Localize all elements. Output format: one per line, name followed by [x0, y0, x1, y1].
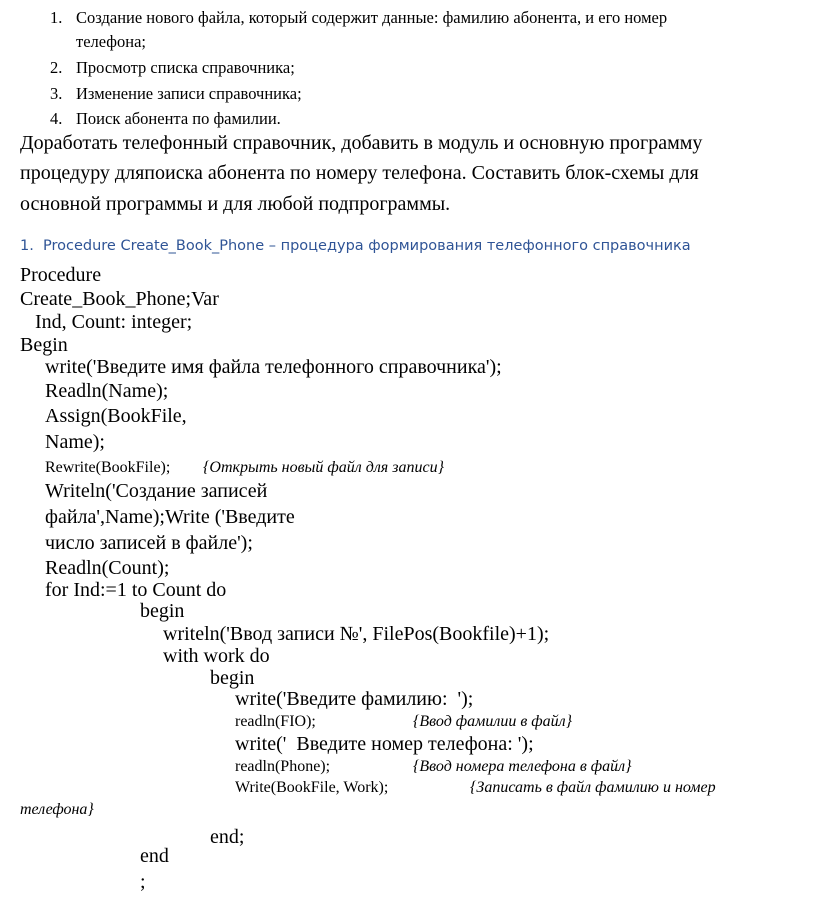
list-item-3-number: 3.	[50, 84, 63, 103]
code-line: with work do	[163, 645, 270, 667]
code-line: Writeln('Создание записей	[45, 480, 268, 502]
code-line: число записей в файле');	[45, 532, 253, 554]
list-item-2-number: 2.	[50, 58, 63, 77]
heading-text: Procedure Create_Book_Phone – процедура формирования телефонного справочника	[43, 238, 691, 254]
code-comment: {Ввод номера телефона в файл}	[413, 758, 632, 775]
paragraph-line-3: основной программы и для любой подпрограммы.	[20, 193, 451, 215]
code-line: begin	[140, 600, 185, 622]
code-line: write(' Введите номер телефона: ');	[235, 733, 534, 755]
code-comment: {Открыть новый файл для записи}	[203, 459, 444, 476]
code-line: Procedure	[20, 264, 102, 286]
code-line: write('Введите фамилию: ');	[235, 688, 474, 710]
code-line: readln(Phone);	[235, 758, 331, 775]
code-line: Readln(Name);	[45, 380, 169, 402]
code-line: ;	[140, 871, 146, 893]
code-line: end	[140, 845, 169, 867]
list-item-1-number: 1.	[50, 8, 63, 27]
code-line: Create_Book_Phone;Var	[20, 288, 219, 310]
code-line: Readln(Count);	[45, 557, 170, 579]
code-line: Ind, Count: integer;	[35, 311, 193, 333]
code-comment: {Записать в файл фамилию и номер	[470, 779, 716, 796]
code-line: Write(BookFile, Work);	[235, 779, 389, 796]
list-item-4-line-1: Поиск абонента по фамилии.	[76, 109, 281, 128]
code-line: for Ind:=1 to Count do	[45, 579, 227, 601]
list-item-1-line-2: телефона;	[76, 32, 146, 51]
list-item-2-line-1: Просмотр списка справочника;	[76, 58, 295, 77]
paragraph-line-2: процедуру дляпоиска абонента по номеру телефона. Составить блок-схемы для	[20, 162, 699, 184]
code-comment: {Ввод фамилии в файл}	[413, 713, 573, 730]
code-line: Name);	[45, 431, 105, 453]
code-line: Assign(BookFile,	[45, 405, 187, 427]
list-item-4-number: 4.	[50, 109, 63, 128]
code-line: Begin	[20, 334, 68, 356]
paragraph-line-1: Доработать телефонный справочник, добавить в модуль и основную программу	[20, 132, 703, 154]
code-line: write('Введите имя файла телефонного справочника');	[45, 356, 502, 378]
code-line: writeln('Ввод записи №', FilePos(Bookfile)+1);	[163, 623, 550, 645]
code-line: Rewrite(BookFile);	[45, 459, 171, 476]
code-line: begin	[210, 667, 255, 689]
code-comment: телефона}	[20, 801, 94, 818]
list-item-3-line-1: Изменение записи справочника;	[76, 84, 302, 103]
code-line: файла',Name);Write ('Введите	[45, 506, 295, 528]
code-line: end;	[210, 826, 245, 848]
list-item-1-line-1: Создание нового файла, который содержит данные: фамилию абонента, и его номер	[76, 8, 668, 27]
heading-number: 1.	[20, 238, 34, 254]
code-line: readln(FIO);	[235, 713, 316, 730]
